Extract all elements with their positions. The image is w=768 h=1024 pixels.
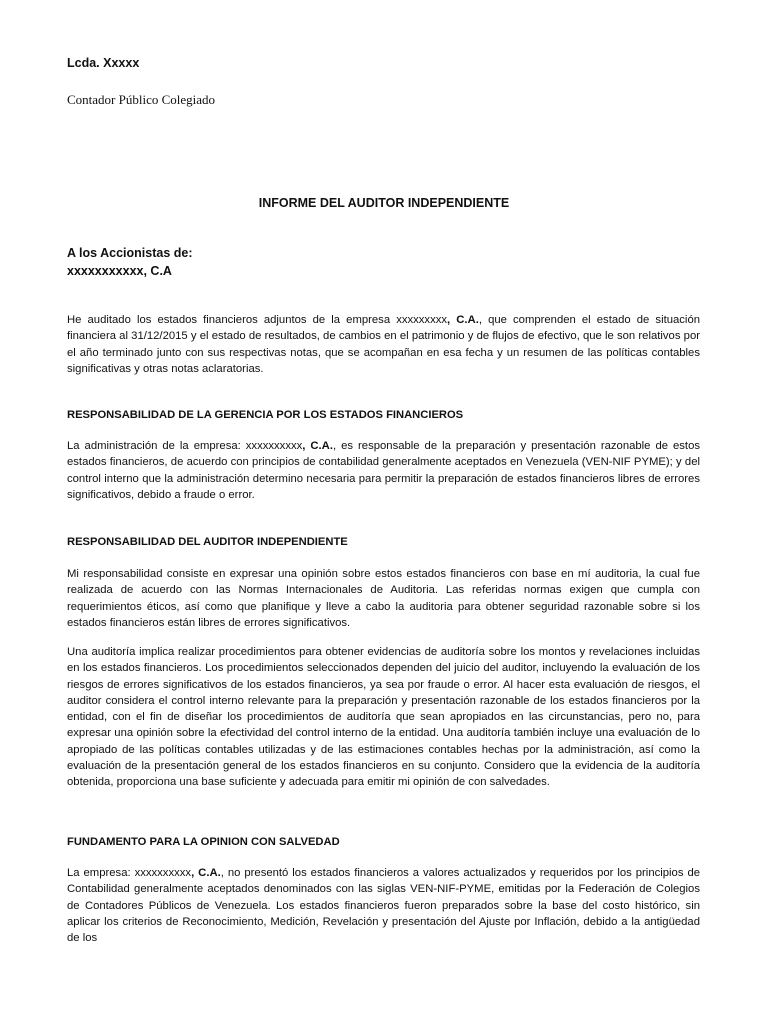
auditor-paragraph-2: Una auditoría implica realizar procedimientos para obtener evidencias de auditoría sobre los montos y revelaciones incluidas en los estados financieros. Los procedimientos seleccionados dependen del juicio del auditor, incluyendo la evaluación de los riesgos de errores significativos de los estados financieros, ya sea por fraude o error. Al hacer esta evaluación de riesgos, el auditor considera el control interno relevante para la preparación y presentación razonable de los estados financieros por la entidad, con el fin de diseñar los procedimientos de auditoría que sean apropiados en las circunstancias, pero no, para expresar una opinión sobre la efectividad del control interno de la entidad. Una auditoría también incluye una evaluación de lo apropiado de las políticas contables utilizadas y de las estimaciones contables hechas por la administración, así como la evaluación de la presentación general de los estados financieros en su conjunto. Considero que la evidencia de la auditoría obtenida, proporciona una base suficiente y adecuada para emitir mi opinión de con salvedades. — [67, 646, 700, 789]
addressee-line-1: A los Accionistas de: — [67, 246, 193, 260]
management-company: , C.A. — [302, 440, 333, 452]
addressee-line-2: xxxxxxxxxxx, C.A — [67, 264, 172, 278]
auditor-paragraph-1: Mi responsabilidad consiste en expresar una opinión sobre estos estados financieros con base en mí auditoria, la cual fue realizada de acuerdo con las Normas Internacionales de Auditoria. Las referidas normas exigen que cumpla con requerimientos éticos, así como que planifique y lleve a cabo la auditoria para obtener seguridad razonable sobre si los estados financieros están libres de errores significativos. — [67, 568, 700, 629]
management-text-before: La administración de la empresa: xxxxxxxxxx — [67, 440, 303, 452]
intro-paragraph — [67, 312, 700, 377]
intro-text-before: He auditado los estados financieros adjuntos de la empresa xxxxxxxxx — [67, 314, 448, 326]
signer-name: Lcda. Xxxxx — [67, 56, 140, 70]
basis-text-before: La empresa: xxxxxxxxxx — [67, 867, 192, 879]
report-title: INFORME DEL AUDITOR INDEPENDIENTE — [258, 196, 510, 210]
intro-company: , C.A. — [447, 314, 479, 326]
intro-text-after: , que comprenden el estado de situación financiera al 31/12/2015 y el estado de resultados, de cambios en el patrimonio y de flujos de efectivo, que le son relativos por el año terminado junto con sus respectivas notas, que se acompañan en esa fecha y un resumen de las políticas contables significativas y otras notas aclaratorias. — [67, 314, 701, 375]
management-heading: RESPONSABILIDAD DE LA GERENCIA POR LOS ESTADOS FINANCIEROS — [67, 409, 464, 421]
auditor-heading: RESPONSABILIDAD DEL AUDITOR INDEPENDIENTE — [67, 536, 348, 548]
basis-text-after: , no presentó los estados financieros a valores actualizados y requeridos por los principios de Contabilidad generalmente aceptados denominados con las siglas VEN-NIF-PYME, emitidas por la Federación de Colegios de Contadores Públicos de Venezuela. Los estados financieros fueron preparados sobre la base del costo histórico, sin aplicar los criterios de Reconocimiento, Medición, Revelación y presentación del Ajuste por Inflación, debido a la antigüedad de los — [67, 867, 701, 945]
basis-paragraph — [67, 865, 700, 946]
basis-company: , C.A. — [191, 867, 221, 879]
signer-title: Contador Público Colegiado — [67, 92, 216, 107]
management-text-after: , es responsable de la preparación y presentación razonable de estos estados financieros, de acuerdo con principios de contabilidad generalmente aceptados en Venezuela (VEN-NIF PYME); y del control interno que la administración determino necesaria para permitir la preparación de estados financieros libres de errores significativos, debido a fraude o error. — [67, 440, 700, 501]
management-paragraph — [67, 438, 700, 503]
basis-heading: FUNDAMENTO PARA LA OPINION CON SALVEDAD — [67, 836, 340, 848]
